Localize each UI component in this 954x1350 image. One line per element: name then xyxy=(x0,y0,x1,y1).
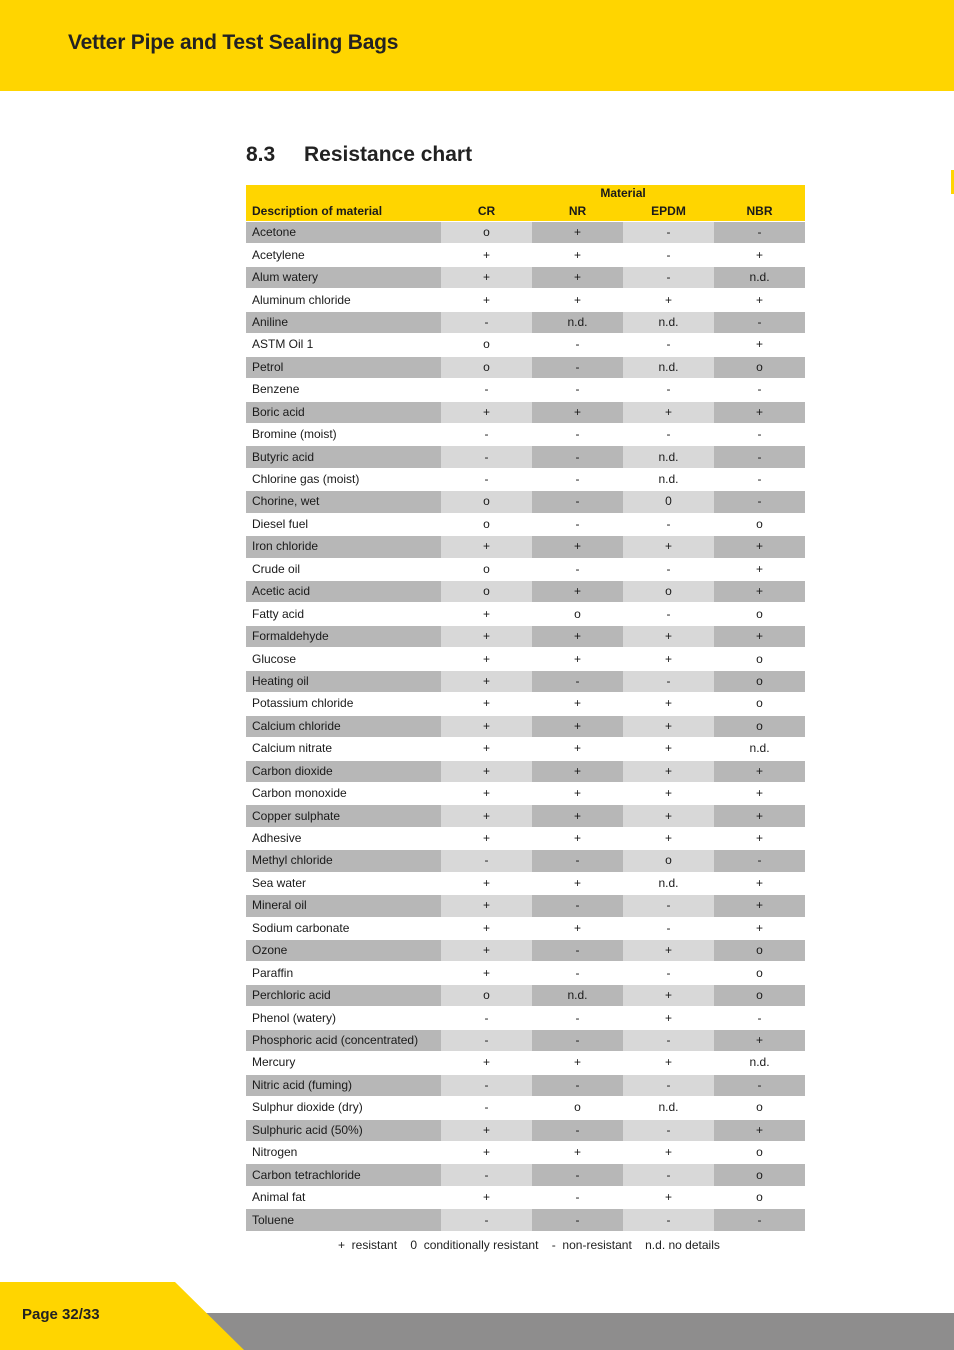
resistance-cell-nbr: + xyxy=(714,782,805,804)
resistance-cell-nr: + xyxy=(532,289,623,311)
resistance-cell-nr: o xyxy=(532,603,623,625)
material-name-cell: Aluminum chloride xyxy=(246,289,441,311)
resistance-cell-epdm: n.d. xyxy=(623,468,714,490)
resistance-cell-epdm: + xyxy=(623,760,714,782)
resistance-cell-nbr: - xyxy=(714,1007,805,1029)
resistance-cell-nbr: o xyxy=(714,1097,805,1119)
resistance-cell-nr: + xyxy=(532,917,623,939)
material-name-cell: Sulphur dioxide (dry) xyxy=(246,1097,441,1119)
resistance-cell-epdm: - xyxy=(623,244,714,266)
column-header-cr: CR xyxy=(441,200,532,222)
material-name-cell: Chlorine gas (moist) xyxy=(246,468,441,490)
resistance-cell-cr: + xyxy=(441,872,532,894)
resistance-cell-epdm: + xyxy=(623,827,714,849)
resistance-cell-epdm: + xyxy=(623,782,714,804)
resistance-cell-cr: + xyxy=(441,782,532,804)
resistance-cell-cr: o xyxy=(441,984,532,1006)
resistance-cell-epdm: - xyxy=(623,266,714,288)
material-name-cell: Heating oil xyxy=(246,670,441,692)
table-row xyxy=(246,917,805,939)
table-row xyxy=(246,558,805,580)
resistance-cell-cr: + xyxy=(441,648,532,670)
resistance-cell-epdm: n.d. xyxy=(623,311,714,333)
resistance-cell-nr: - xyxy=(532,1007,623,1029)
resistance-cell-cr: + xyxy=(441,940,532,962)
page-header xyxy=(0,0,954,91)
material-name-cell: Calcium chloride xyxy=(246,715,441,737)
resistance-cell-epdm: n.d. xyxy=(623,356,714,378)
table-row xyxy=(246,648,805,670)
material-name-cell: Adhesive xyxy=(246,827,441,849)
table-body xyxy=(246,222,805,1232)
resistance-cell-nbr: o xyxy=(714,940,805,962)
table-row xyxy=(246,1052,805,1074)
resistance-cell-nbr: + xyxy=(714,244,805,266)
resistance-cell-nbr: o xyxy=(714,513,805,535)
resistance-cell-cr: - xyxy=(441,850,532,872)
resistance-cell-nr: - xyxy=(532,670,623,692)
header-spacer xyxy=(246,185,441,200)
column-header-epdm: EPDM xyxy=(623,200,714,222)
resistance-cell-nr: + xyxy=(532,827,623,849)
resistance-cell-cr: + xyxy=(441,289,532,311)
material-name-cell: Methyl chloride xyxy=(246,850,441,872)
material-name-cell: Carbon monoxide xyxy=(246,782,441,804)
resistance-cell-epdm: + xyxy=(623,401,714,423)
table-row xyxy=(246,401,805,423)
resistance-cell-cr: - xyxy=(441,311,532,333)
resistance-cell-nbr: + xyxy=(714,625,805,647)
material-name-cell: Copper sulphate xyxy=(246,805,441,827)
material-name-cell: Petrol xyxy=(246,356,441,378)
resistance-cell-nbr: - xyxy=(714,311,805,333)
resistance-cell-epdm: n.d. xyxy=(623,446,714,468)
table-row xyxy=(246,895,805,917)
resistance-cell-nbr: - xyxy=(714,491,805,513)
material-name-cell: Animal fat xyxy=(246,1186,441,1208)
resistance-cell-nbr: - xyxy=(714,222,805,244)
table-row xyxy=(246,603,805,625)
table-row xyxy=(246,513,805,535)
resistance-cell-nr: + xyxy=(532,1052,623,1074)
resistance-cell-nbr: o xyxy=(714,1141,805,1163)
resistance-cell-epdm: + xyxy=(623,738,714,760)
resistance-cell-epdm: - xyxy=(623,1074,714,1096)
table-row xyxy=(246,491,805,513)
resistance-cell-nbr: o xyxy=(714,984,805,1006)
material-name-cell: Paraffin xyxy=(246,962,441,984)
resistance-cell-epdm: - xyxy=(623,670,714,692)
resistance-cell-cr: + xyxy=(441,715,532,737)
resistance-cell-nbr: o xyxy=(714,603,805,625)
material-name-cell: Acetone xyxy=(246,222,441,244)
resistance-cell-nr: + xyxy=(532,782,623,804)
table-row xyxy=(246,1119,805,1141)
resistance-cell-nr: - xyxy=(532,1119,623,1141)
material-name-cell: Ozone xyxy=(246,940,441,962)
material-name-cell: Perchloric acid xyxy=(246,984,441,1006)
table-row xyxy=(246,872,805,894)
table-row xyxy=(246,670,805,692)
resistance-cell-cr: + xyxy=(441,603,532,625)
resistance-cell-nr: + xyxy=(532,738,623,760)
resistance-cell-nr: - xyxy=(532,423,623,445)
resistance-cell-cr: + xyxy=(441,962,532,984)
resistance-cell-nr: + xyxy=(532,625,623,647)
table-row xyxy=(246,1141,805,1163)
material-name-cell: Acetic acid xyxy=(246,581,441,603)
resistance-cell-cr: - xyxy=(441,379,532,401)
resistance-cell-cr: + xyxy=(441,1141,532,1163)
table-row xyxy=(246,1209,805,1231)
table-row xyxy=(246,1074,805,1096)
table-row xyxy=(246,805,805,827)
resistance-cell-cr: + xyxy=(441,401,532,423)
resistance-cell-nbr: o xyxy=(714,648,805,670)
resistance-cell-cr: - xyxy=(441,1074,532,1096)
resistance-cell-nr: + xyxy=(532,401,623,423)
resistance-cell-nbr: + xyxy=(714,536,805,558)
resistance-cell-nbr: + xyxy=(714,289,805,311)
table-row xyxy=(246,581,805,603)
material-name-cell: Carbon dioxide xyxy=(246,760,441,782)
material-name-cell: Mercury xyxy=(246,1052,441,1074)
table-row xyxy=(246,1164,805,1186)
resistance-cell-cr: + xyxy=(441,244,532,266)
table-row xyxy=(246,423,805,445)
resistance-cell-cr: - xyxy=(441,423,532,445)
resistance-cell-nbr: - xyxy=(714,446,805,468)
material-name-cell: Fatty acid xyxy=(246,603,441,625)
resistance-cell-epdm: + xyxy=(623,940,714,962)
material-group-header: Material xyxy=(441,185,805,200)
resistance-cell-nr: - xyxy=(532,1186,623,1208)
resistance-cell-nr: + xyxy=(532,222,623,244)
resistance-cell-epdm: n.d. xyxy=(623,872,714,894)
table-row xyxy=(246,289,805,311)
resistance-cell-cr: + xyxy=(441,738,532,760)
resistance-cell-nr: - xyxy=(532,940,623,962)
resistance-cell-nbr: - xyxy=(714,423,805,445)
resistance-cell-epdm: - xyxy=(623,1029,714,1051)
resistance-cell-cr: + xyxy=(441,693,532,715)
resistance-cell-epdm: - xyxy=(623,895,714,917)
material-name-cell: Sodium carbonate xyxy=(246,917,441,939)
resistance-cell-epdm: + xyxy=(623,1186,714,1208)
resistance-cell-epdm: + xyxy=(623,805,714,827)
column-header-description: Description of material xyxy=(246,200,441,222)
resistance-cell-cr: + xyxy=(441,670,532,692)
resistance-cell-epdm: - xyxy=(623,379,714,401)
resistance-cell-epdm: - xyxy=(623,513,714,535)
resistance-cell-nr: + xyxy=(532,693,623,715)
resistance-cell-cr: o xyxy=(441,334,532,356)
material-name-cell: Iron chloride xyxy=(246,536,441,558)
resistance-cell-epdm: + xyxy=(623,1141,714,1163)
material-name-cell: Calcium nitrate xyxy=(246,738,441,760)
resistance-cell-cr: o xyxy=(441,222,532,244)
table-row xyxy=(246,782,805,804)
table-row xyxy=(246,850,805,872)
resistance-cell-cr: - xyxy=(441,1029,532,1051)
resistance-cell-nr: + xyxy=(532,760,623,782)
resistance-cell-nr: - xyxy=(532,1164,623,1186)
resistance-cell-epdm: - xyxy=(623,222,714,244)
resistance-cell-cr: + xyxy=(441,536,532,558)
table-row xyxy=(246,244,805,266)
table-row xyxy=(246,222,805,244)
resistance-cell-nbr: + xyxy=(714,1119,805,1141)
resistance-cell-nbr: + xyxy=(714,581,805,603)
resistance-cell-epdm: + xyxy=(623,625,714,647)
resistance-cell-cr: + xyxy=(441,917,532,939)
resistance-cell-nbr: + xyxy=(714,401,805,423)
resistance-cell-nbr: n.d. xyxy=(714,266,805,288)
table-row xyxy=(246,984,805,1006)
resistance-cell-nbr: o xyxy=(714,1186,805,1208)
resistance-cell-nr: - xyxy=(532,379,623,401)
column-header-nr: NR xyxy=(532,200,623,222)
resistance-cell-nbr: n.d. xyxy=(714,738,805,760)
resistance-cell-cr: o xyxy=(441,558,532,580)
resistance-cell-nr: - xyxy=(532,1029,623,1051)
table-row xyxy=(246,266,805,288)
table-row xyxy=(246,334,805,356)
resistance-cell-cr: + xyxy=(441,1052,532,1074)
resistance-cell-epdm: o xyxy=(623,850,714,872)
material-name-cell: Mineral oil xyxy=(246,895,441,917)
resistance-cell-epdm: + xyxy=(623,715,714,737)
section-title: Resistance chart xyxy=(304,143,473,166)
table-row xyxy=(246,468,805,490)
material-name-cell: Phenol (watery) xyxy=(246,1007,441,1029)
resistance-cell-epdm: + xyxy=(623,984,714,1006)
resistance-cell-nbr: o xyxy=(714,356,805,378)
table-row xyxy=(246,625,805,647)
table-group-header-row xyxy=(246,185,805,200)
resistance-cell-cr: + xyxy=(441,1186,532,1208)
resistance-cell-nbr: - xyxy=(714,1074,805,1096)
page-number: Page 32/33 xyxy=(22,1306,100,1323)
material-name-cell: ASTM Oil 1 xyxy=(246,334,441,356)
resistance-cell-nbr: n.d. xyxy=(714,1052,805,1074)
resistance-cell-nr: - xyxy=(532,558,623,580)
resistance-cell-nr: - xyxy=(532,962,623,984)
table-row xyxy=(246,1007,805,1029)
resistance-cell-nr: + xyxy=(532,648,623,670)
material-name-cell: Carbon tetrachloride xyxy=(246,1164,441,1186)
resistance-cell-nbr: o xyxy=(714,962,805,984)
table-row xyxy=(246,962,805,984)
resistance-cell-nbr: - xyxy=(714,468,805,490)
material-name-cell: Acetylene xyxy=(246,244,441,266)
resistance-cell-nr: - xyxy=(532,1209,623,1231)
resistance-cell-cr: - xyxy=(441,446,532,468)
resistance-cell-nr: - xyxy=(532,334,623,356)
material-name-cell: Phosphoric acid (concentrated) xyxy=(246,1029,441,1051)
material-name-cell: Toluene xyxy=(246,1209,441,1231)
resistance-cell-nbr: o xyxy=(714,1164,805,1186)
resistance-cell-nr: + xyxy=(532,581,623,603)
material-name-cell: Bromine (moist) xyxy=(246,423,441,445)
header-title: Vetter Pipe and Test Sealing Bags xyxy=(68,31,399,54)
resistance-table xyxy=(246,185,805,1231)
resistance-cell-cr: + xyxy=(441,625,532,647)
resistance-cell-epdm: + xyxy=(623,536,714,558)
resistance-cell-nbr: + xyxy=(714,760,805,782)
resistance-cell-nbr: + xyxy=(714,1029,805,1051)
resistance-cell-epdm: + xyxy=(623,1007,714,1029)
resistance-cell-epdm: n.d. xyxy=(623,1097,714,1119)
table-row xyxy=(246,715,805,737)
resistance-cell-cr: + xyxy=(441,827,532,849)
material-name-cell: Nitric acid (fuming) xyxy=(246,1074,441,1096)
resistance-cell-epdm: + xyxy=(623,289,714,311)
resistance-cell-nbr: o xyxy=(714,670,805,692)
resistance-cell-nbr: o xyxy=(714,693,805,715)
material-name-cell: Nitrogen xyxy=(246,1141,441,1163)
material-name-cell: Formaldehyde xyxy=(246,625,441,647)
resistance-cell-epdm: + xyxy=(623,693,714,715)
material-name-cell: Aniline xyxy=(246,311,441,333)
resistance-cell-nr: - xyxy=(532,850,623,872)
resistance-cell-nbr: - xyxy=(714,1209,805,1231)
resistance-cell-nr: + xyxy=(532,244,623,266)
resistance-cell-nbr: + xyxy=(714,827,805,849)
material-name-cell: Butyric acid xyxy=(246,446,441,468)
table-row xyxy=(246,1186,805,1208)
section-heading xyxy=(246,143,472,167)
resistance-cell-nr: + xyxy=(532,536,623,558)
resistance-cell-epdm: o xyxy=(623,581,714,603)
resistance-cell-cr: + xyxy=(441,1119,532,1141)
resistance-cell-cr: - xyxy=(441,468,532,490)
resistance-cell-cr: - xyxy=(441,1007,532,1029)
resistance-cell-epdm: + xyxy=(623,1052,714,1074)
table-row xyxy=(246,379,805,401)
resistance-cell-nr: n.d. xyxy=(532,311,623,333)
resistance-cell-epdm: + xyxy=(623,648,714,670)
material-name-cell: Diesel fuel xyxy=(246,513,441,535)
table-row xyxy=(246,1029,805,1051)
resistance-cell-epdm: - xyxy=(623,917,714,939)
resistance-cell-cr: + xyxy=(441,760,532,782)
resistance-cell-epdm: - xyxy=(623,962,714,984)
resistance-cell-nbr: + xyxy=(714,917,805,939)
resistance-cell-nbr: + xyxy=(714,872,805,894)
resistance-cell-nr: - xyxy=(532,1074,623,1096)
resistance-cell-nbr: - xyxy=(714,379,805,401)
resistance-cell-cr: - xyxy=(441,1164,532,1186)
table-row xyxy=(246,738,805,760)
table-row xyxy=(246,356,805,378)
resistance-cell-nr: - xyxy=(532,491,623,513)
resistance-cell-nr: - xyxy=(532,446,623,468)
resistance-cell-cr: + xyxy=(441,266,532,288)
table-row xyxy=(246,311,805,333)
resistance-cell-nbr: + xyxy=(714,805,805,827)
resistance-cell-epdm: - xyxy=(623,558,714,580)
resistance-cell-cr: + xyxy=(441,805,532,827)
resistance-cell-nr: + xyxy=(532,805,623,827)
table-row xyxy=(246,693,805,715)
resistance-cell-nr: - xyxy=(532,513,623,535)
resistance-cell-nbr: - xyxy=(714,850,805,872)
legend-text: + resistant 0 conditionally resistant - non-resistant n.d. no details xyxy=(338,1238,720,1252)
resistance-cell-epdm: - xyxy=(623,423,714,445)
material-name-cell: Potassium chloride xyxy=(246,693,441,715)
material-name-cell: Alum watery xyxy=(246,266,441,288)
resistance-cell-epdm: 0 xyxy=(623,491,714,513)
resistance-cell-cr: o xyxy=(441,356,532,378)
resistance-cell-epdm: - xyxy=(623,1119,714,1141)
resistance-cell-cr: - xyxy=(441,1209,532,1231)
resistance-cell-nr: + xyxy=(532,266,623,288)
resistance-cell-epdm: - xyxy=(623,1209,714,1231)
resistance-cell-cr: - xyxy=(441,1097,532,1119)
resistance-cell-epdm: - xyxy=(623,603,714,625)
resistance-cell-cr: + xyxy=(441,895,532,917)
resistance-cell-nr: o xyxy=(532,1097,623,1119)
material-name-cell: Sea water xyxy=(246,872,441,894)
table-column-header-row xyxy=(246,200,805,222)
material-name-cell: Benzene xyxy=(246,379,441,401)
table-row xyxy=(246,1097,805,1119)
resistance-cell-epdm: - xyxy=(623,1164,714,1186)
material-name-cell: Sulphuric acid (50%) xyxy=(246,1119,441,1141)
resistance-cell-nbr: + xyxy=(714,334,805,356)
resistance-cell-epdm: - xyxy=(623,334,714,356)
resistance-cell-nr: + xyxy=(532,715,623,737)
resistance-cell-nr: - xyxy=(532,468,623,490)
table-row xyxy=(246,760,805,782)
resistance-cell-cr: o xyxy=(441,581,532,603)
table-row xyxy=(246,446,805,468)
resistance-cell-cr: o xyxy=(441,513,532,535)
resistance-cell-nbr: o xyxy=(714,715,805,737)
table-row xyxy=(246,827,805,849)
material-name-cell: Boric acid xyxy=(246,401,441,423)
column-header-nbr: NBR xyxy=(714,200,805,222)
resistance-cell-nr: - xyxy=(532,895,623,917)
resistance-cell-nbr: + xyxy=(714,558,805,580)
resistance-cell-nbr: + xyxy=(714,895,805,917)
resistance-cell-nr: + xyxy=(532,1141,623,1163)
material-name-cell: Glucose xyxy=(246,648,441,670)
table-row xyxy=(246,940,805,962)
resistance-cell-nr: + xyxy=(532,872,623,894)
section-number: 8.3 xyxy=(246,143,276,166)
resistance-cell-nr: n.d. xyxy=(532,984,623,1006)
material-name-cell: Crude oil xyxy=(246,558,441,580)
resistance-cell-nr: - xyxy=(532,356,623,378)
material-name-cell: Chorine, wet xyxy=(246,491,441,513)
resistance-cell-cr: o xyxy=(441,491,532,513)
table-row xyxy=(246,536,805,558)
